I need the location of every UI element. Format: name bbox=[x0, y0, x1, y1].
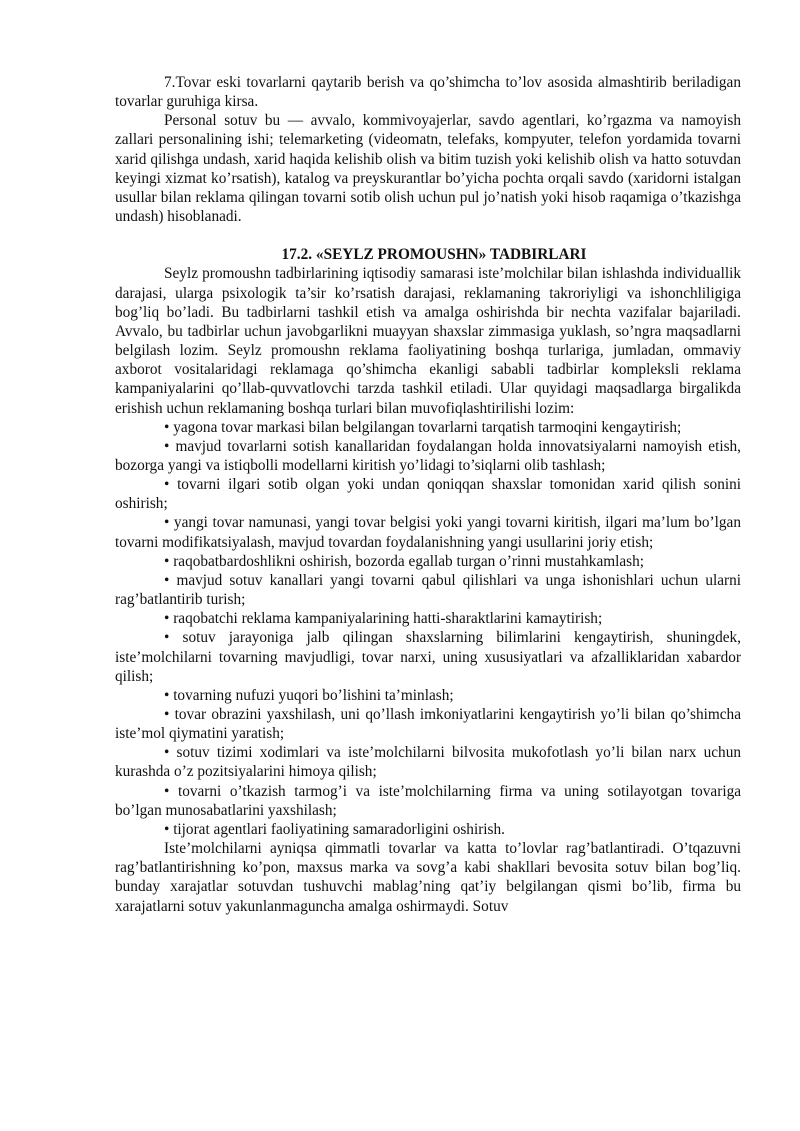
bullet-icon: • bbox=[164, 782, 170, 800]
list-item bbox=[115, 782, 741, 820]
list-item bbox=[115, 743, 741, 781]
bullet-icon: • bbox=[164, 629, 170, 647]
bullet-icon: • bbox=[164, 418, 170, 436]
list-item-text: mavjud sotuv kanallari yangi tovarni qabul qilishlari va unga ishonishlari uchun ularni rag’batlantirib turish; bbox=[115, 571, 741, 609]
list-item bbox=[115, 609, 741, 628]
bullet-icon: • bbox=[164, 514, 170, 532]
bullet-icon: • bbox=[164, 686, 170, 704]
list-item-text: tovarni o’tkazish tarmog’i va iste’molchilarning firma va uning sotilayotgan tovariga bo’lgan munosabatlarini yaxshilash; bbox=[115, 782, 742, 819]
list-item bbox=[115, 686, 741, 705]
bullet-icon: • bbox=[164, 610, 170, 628]
bullet-icon: • bbox=[164, 476, 170, 494]
bullet-icon: • bbox=[164, 552, 170, 570]
list-item-text: tijorat agentlari faoliyatining samaradorligini oshirish. bbox=[173, 820, 505, 838]
document-page bbox=[115, 73, 741, 916]
list-item bbox=[115, 437, 741, 475]
paragraph-item-7: 7.Tovar eski tovarlarni qaytarib berish va qo’shimcha to’lov asosida almashtirib beriladigan tovarlar guruhiga kirsa. bbox=[115, 74, 741, 111]
list-item-text: raqobatchi reklama kampaniyalarining hatti-sharaktlarini kamaytirish; bbox=[173, 610, 603, 628]
list-item-text: yangi tovar namunasi, yangi tovar belgisi yoki yangi tovarni kiritish, ilgari ma’lum bo’lgan tovarni modifikatsiyalash, mavjud tovardan foydalanishning yangi usullarini joriy etish; bbox=[115, 514, 741, 551]
paragraph-intro: Seylz promoushn tadbirlarining iqtisodiy samarasi iste’molchilar bilan ishlashda individuallik darajasi, ularga psixologik ta’sir ko’rsatish darajasi, reklamaning takroriyligi va ishonchliligiga bog’liq bo’ladi. Bu tadbirlarni tashkil etish va amalga oshirishda bir nechta vazifalar bajariladi. Avvalo, bu tadbirlar uchun javobgarlikni muayyan shaxslar zimmasiga yuklash, so’ngra maqsadlarni belgilash lozim. Seylz promoushn reklama faoliyatining boshqa turlariga, jumladan, ommaviy axborot vositalaridagi reklamaga qo’shimcha ekanligi sababli tadbirlar kompleksli reklama kampaniyalarini qo’llab-quvvatlovchi tarzda tashkil etiladi. Ular quyidagi maqsadlarga birgalikda erishish uchun reklamaning boshqa turlari bilan muvofiqlashtirilishi lozim: bbox=[115, 265, 741, 417]
list-item bbox=[115, 475, 741, 513]
list-item bbox=[115, 418, 741, 437]
list-item bbox=[115, 571, 741, 609]
list-item-text: sotuv tizimi xodimlari va iste’molchilarni bilvosita mukofotlash yo’li bilan narx uchun kurashda o’z pozitsiyalarini himoya qilish; bbox=[115, 744, 741, 781]
list-item bbox=[115, 628, 741, 685]
list-item-text: tovar obrazini yaxshilash, uni qo’llash imkoniyatlarini kengaytirish yo’li bilan qo’shimcha iste’mol qiymatini yaratish; bbox=[115, 706, 741, 743]
bullet-icon: • bbox=[164, 820, 170, 838]
list-item bbox=[115, 513, 741, 551]
bullet-icon: • bbox=[164, 706, 170, 723]
list-item-text: raqobatbardoshlikni oshirish, bozorda egallab turgan o’rinni mustahkamlash; bbox=[173, 552, 645, 570]
bullet-list bbox=[115, 418, 741, 839]
paragraph-personal-sales: Personal sotuv bu — avvalo, kommivoyajerlar, savdo agentlari, ko’rgazma va namoyish zallari personalining ishi; telemarketing (videomatn, telefaks, kompyuter, telefon yordamida tovarni xarid qilishga undash, xarid haqida kelishib olish va bitim tuzish yoki kelishib olish va hatto sotuvdan keyingi xizmat ko’rsatish), katalog va preyskurantlar bo’yicha pochta orqali savdo (xaridorni istalgan usullar bilan reklama qilingan tovarni sotib olish uchun pul jo’natish yoki hisob raqamiga o’tkazishga undash) hisoblanadi. bbox=[115, 112, 741, 226]
list-item-text: tovarning nufuzi yuqori bo’lishini ta’minlash; bbox=[173, 686, 454, 704]
list-item-text: tovarni ilgari sotib olgan yoki undan qoniqqan shaxslar tomonidan xarid qilish sonini oshirish; bbox=[115, 476, 741, 513]
list-item bbox=[115, 820, 741, 839]
list-item-text: sotuv jarayoniga jalb qilingan shaxslarning bilimlarini kengaytirish, shuningdek, iste’molchilarni tovarning mavjudligi, tovar narxi, uning xususiyatlari va afzalliklaridan xabardor qilish; bbox=[115, 629, 742, 685]
list-item bbox=[115, 552, 741, 571]
list-item bbox=[115, 705, 741, 743]
section-heading: 17.2. «SEYLZ PROMOUSHN» TADBIRLARI bbox=[281, 246, 587, 264]
paragraph-closing: Iste’molchilarni ayniqsa qimmatli tovarlar va katta to’lovlar rag’batlantiradi. O’tqazuvni rag’batlantirishning ko’pon, maxsus marka va sovg’a kabi shakllari bevosita sotuv bilan bog’liq. bunday xarajatlar sotuvdan tushuvchi mablag’ning qat’iy belgilangan qismi bo’lib, firma bu xarajatlarni sotuv yakunlanmaguncha amalga oshirmaydi. Sotuv bbox=[115, 840, 741, 915]
list-item-text: mavjud tovarlarni sotish kanallaridan foydalangan holda innovatsiyalarni namoyish etish, bozorga yangi va istiqbolli modellarni kiritish yo’lidagi to’siqlarni olib tashlash; bbox=[115, 437, 741, 474]
bullet-icon: • bbox=[164, 437, 170, 455]
bullet-icon: • bbox=[164, 744, 170, 762]
bullet-icon: • bbox=[164, 571, 170, 589]
list-item-text: yagona tovar markasi bilan belgilangan tovarlarni tarqatish tarmoqini kengaytirish; bbox=[173, 418, 682, 436]
